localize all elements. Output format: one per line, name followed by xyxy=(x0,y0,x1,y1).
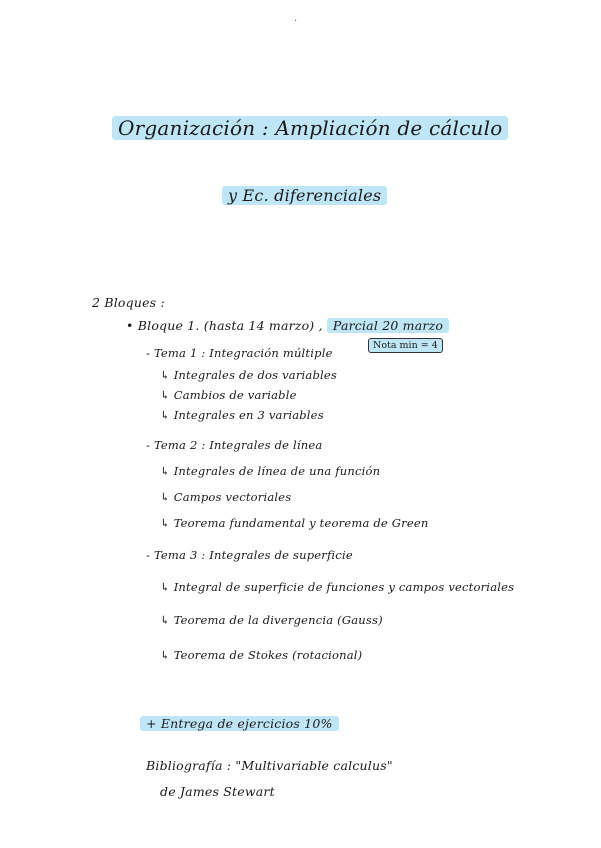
top-mark: · xyxy=(294,16,298,27)
bibliography-line-2: de James Stewart xyxy=(160,784,275,799)
topic1-item-2: ↳ Cambios de variable xyxy=(160,388,297,402)
topic2-item-1: ↳ Integrales de línea de una función xyxy=(160,464,381,478)
block1-note: Nota min = 4 xyxy=(368,338,443,353)
title-line-1-text: Organización : Ampliación de cálculo xyxy=(112,116,508,140)
topic1-heading: - Tema 1 : Integración múltiple xyxy=(146,346,333,360)
topic3-item-3: ↳ Teorema de Stokes (rotacional) xyxy=(160,648,363,662)
block1-exam: Parcial 20 marzo xyxy=(327,318,449,333)
topic2-item-3: ↳ Teorema fundamental y teorema de Green xyxy=(160,516,429,530)
block1-label: • Bloque 1. (hasta 14 marzo) , xyxy=(126,318,323,333)
block1-line xyxy=(126,318,449,333)
blocks-heading: 2 Bloques : xyxy=(92,295,165,310)
topic1-item-1: ↳ Integrales de dos variables xyxy=(160,368,338,382)
bibliography-line-1: Bibliografía : "Multivariable calculus" xyxy=(146,758,393,773)
topic3-heading: - Tema 3 : Integrales de superficie xyxy=(146,548,353,562)
topic2-heading: - Tema 2 : Integrales de línea xyxy=(146,438,323,452)
title-line-1 xyxy=(112,116,508,140)
deliverables-text: + Entrega de ejercicios 10% xyxy=(140,716,339,731)
title-line-2-text: y Ec. diferenciales xyxy=(222,186,387,205)
topic3-item-1: ↳ Integral de superficie de funciones y campos vectoriales xyxy=(160,580,515,594)
topic1-item-3: ↳ Integrales en 3 variables xyxy=(160,408,324,422)
topic2-item-2: ↳ Campos vectoriales xyxy=(160,490,292,504)
deliverables-line xyxy=(140,716,339,731)
title-line-2 xyxy=(222,186,387,205)
topic3-item-2: ↳ Teorema de la divergencia (Gauss) xyxy=(160,613,383,627)
